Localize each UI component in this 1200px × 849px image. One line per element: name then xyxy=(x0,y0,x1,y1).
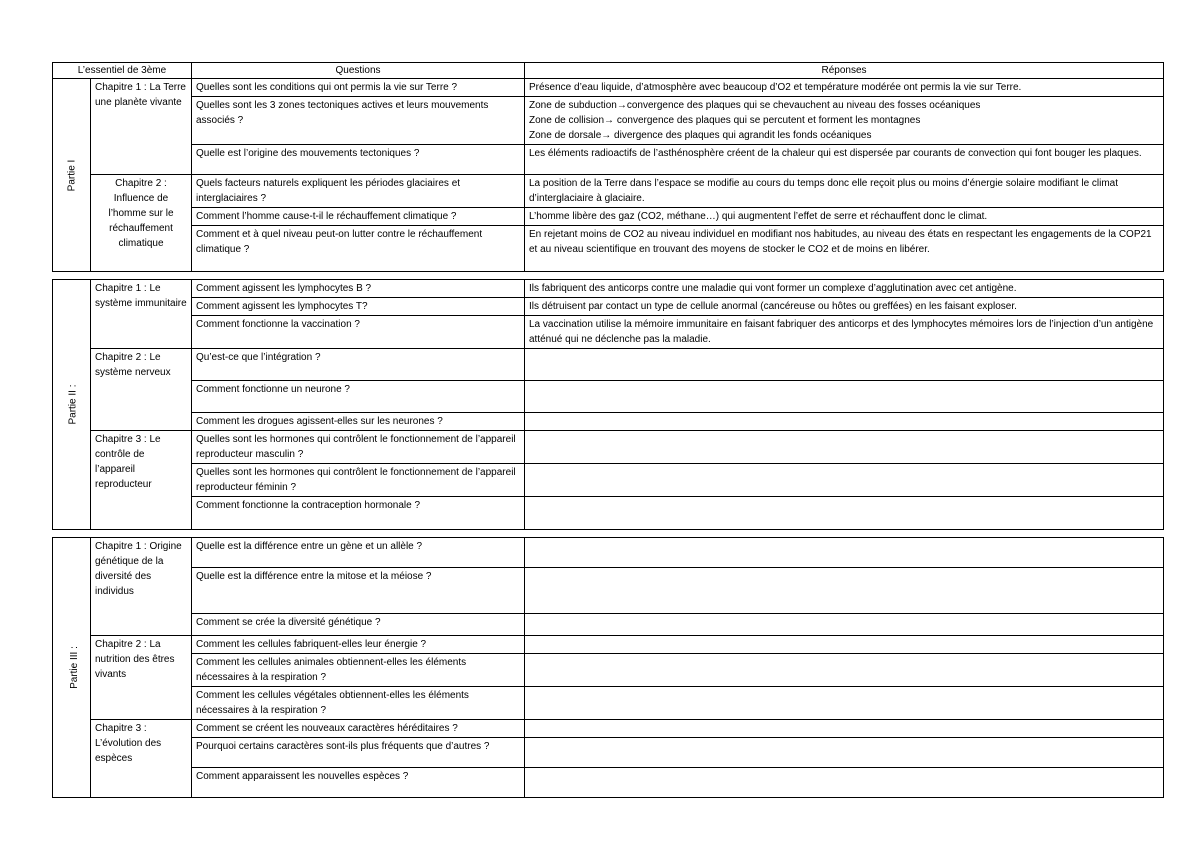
chapter-title: Chapitre 3 : L’évolution des espèces xyxy=(91,720,192,798)
table-row xyxy=(53,208,1164,226)
chapter-title: Chapitre 1 : Origine génétique de la diversité des individus xyxy=(91,538,192,636)
answer-cell: Zone de subduction→convergence des plaques qui se chevauchent au niveau des fosses océaniques Zone de collision→ convergence des plaques qui se percutent et forment les montagnes Zone de dorsale→ divergence des plaques qui agrandit les fonds océaniques xyxy=(525,97,1164,145)
question-cell: Comment et à quel niveau peut-on lutter contre le réchauffement climatique ? xyxy=(192,226,525,272)
header-reponses: Réponses xyxy=(525,63,1164,79)
table-row xyxy=(53,145,1164,175)
table-row xyxy=(53,280,1164,298)
table-row xyxy=(53,768,1164,798)
chapter-title: Chapitre 1 : Le système immunitaire xyxy=(91,280,192,349)
answer-cell: La vaccination utilise la mémoire immunitaire en faisant fabriquer des anticorps et des lymphocytes mémoires lors de l’injection d’un antigène atténué qui ne déclenche pas la maladie. xyxy=(525,316,1164,349)
table-row xyxy=(53,654,1164,687)
answer-cell xyxy=(525,720,1164,738)
question-cell: Quelles sont les hormones qui contrôlent le fonctionnement de l’appareil reproducteur féminin ? xyxy=(192,464,525,497)
table-row xyxy=(53,226,1164,272)
table-row xyxy=(53,636,1164,654)
table-row xyxy=(53,349,1164,381)
answer-cell: Présence d’eau liquide, d’atmosphère avec beaucoup d’O2 et température modérée ont permis la vie sur Terre. xyxy=(525,79,1164,97)
answer-cell xyxy=(525,636,1164,654)
answer-cell: Les éléments radioactifs de l’asthénosphère créent de la chaleur qui est dispersée par courants de convection qui font bouger les plaques. xyxy=(525,145,1164,175)
chapter-title: Chapitre 1 : La Terre une planète vivante xyxy=(91,79,192,175)
question-cell: Quelle est la différence entre la mitose et la méiose ? xyxy=(192,568,525,614)
answer-cell xyxy=(525,654,1164,687)
section-gap-cell xyxy=(53,530,1164,538)
partie-label-text: Partie I xyxy=(66,159,77,191)
answer-cell xyxy=(525,431,1164,464)
question-cell: Quels facteurs naturels expliquent les périodes glaciaires et interglaciaires ? xyxy=(192,175,525,208)
table-row xyxy=(53,738,1164,768)
question-cell: Comment l’homme cause-t-il le réchauffement climatique ? xyxy=(192,208,525,226)
partie-label xyxy=(53,538,91,798)
answer-cell xyxy=(525,614,1164,636)
answer-cell xyxy=(525,464,1164,497)
table-row xyxy=(53,538,1164,568)
table-row xyxy=(53,568,1164,614)
question-cell: Comment les cellules fabriquent-elles leur énergie ? xyxy=(192,636,525,654)
summary-sheet xyxy=(52,62,1163,798)
question-cell: Quelle est la différence entre un gène et un allèle ? xyxy=(192,538,525,568)
table-row xyxy=(53,464,1164,497)
chapter-title: Chapitre 2 : Influence de l’homme sur le réchauffement climatique xyxy=(91,175,192,272)
partie-label-text: Partie II : xyxy=(67,384,79,425)
table-row xyxy=(53,381,1164,413)
answer-cell xyxy=(525,497,1164,530)
table-row xyxy=(53,497,1164,530)
question-cell: Comment fonctionne la vaccination ? xyxy=(192,316,525,349)
question-cell: Quelles sont les 3 zones tectoniques actives et leurs mouvements associés ? xyxy=(192,97,525,145)
header-questions: Questions xyxy=(192,63,525,79)
question-cell: Comment les cellules végétales obtiennent-elles les éléments nécessaires à la respiration ? xyxy=(192,687,525,720)
table-row xyxy=(53,175,1164,208)
summary-table xyxy=(52,62,1164,798)
partie-label xyxy=(53,280,91,530)
section-gap-cell xyxy=(53,272,1164,280)
section-gap xyxy=(53,530,1164,538)
answer-cell: Ils fabriquent des anticorps contre une maladie qui vont former un complexe d’agglutination avec cet antigène. xyxy=(525,280,1164,298)
table-row xyxy=(53,720,1164,738)
question-cell: Quelles sont les hormones qui contrôlent le fonctionnement de l’appareil reproducteur masculin ? xyxy=(192,431,525,464)
partie-label-text: Partie III : xyxy=(68,646,80,689)
answer-cell xyxy=(525,413,1164,431)
question-cell: Comment apparaissent les nouvelles espèces ? xyxy=(192,768,525,798)
answer-cell xyxy=(525,568,1164,614)
header-essentiel: L’essentiel de 3ème xyxy=(53,63,192,79)
question-cell: Quelles sont les conditions qui ont permis la vie sur Terre ? xyxy=(192,79,525,97)
table-row xyxy=(53,79,1164,97)
chapter-title: Chapitre 2 : La nutrition des êtres vivants xyxy=(91,636,192,720)
question-cell: Qu’est-ce que l’intégration ? xyxy=(192,349,525,381)
question-cell: Comment se créent les nouveaux caractères héréditaires ? xyxy=(192,720,525,738)
answer-cell xyxy=(525,538,1164,568)
answer-cell xyxy=(525,349,1164,381)
table-row xyxy=(53,431,1164,464)
answer-cell xyxy=(525,768,1164,798)
section-gap xyxy=(53,272,1164,280)
answer-cell xyxy=(525,381,1164,413)
question-cell: Quelle est l’origine des mouvements tectoniques ? xyxy=(192,145,525,175)
table-row xyxy=(53,687,1164,720)
question-cell: Comment agissent les lymphocytes B ? xyxy=(192,280,525,298)
partie-label xyxy=(53,79,91,272)
question-cell: Comment fonctionne un neurone ? xyxy=(192,381,525,413)
table-row xyxy=(53,298,1164,316)
answer-cell: La position de la Terre dans l’espace se modifie au cours du temps donc elle reçoit plus ou moins d’énergie solaire modifiant le climat d’interglaciaire à glaciaire. xyxy=(525,175,1164,208)
table-row xyxy=(53,413,1164,431)
answer-cell: Ils détruisent par contact un type de cellule anormal (cancéreuse ou hôtes ou greffées) en les faisant exploser. xyxy=(525,298,1164,316)
question-cell: Comment les cellules animales obtiennent-elles les éléments nécessaires à la respiration ? xyxy=(192,654,525,687)
table-row xyxy=(53,97,1164,145)
question-cell: Comment fonctionne la contraception hormonale ? xyxy=(192,497,525,530)
question-cell: Comment les drogues agissent-elles sur les neurones ? xyxy=(192,413,525,431)
header-row xyxy=(53,63,1164,79)
chapter-title: Chapitre 2 : Le système nerveux xyxy=(91,349,192,431)
question-cell: Comment se crée la diversité génétique ? xyxy=(192,614,525,636)
question-cell: Comment agissent les lymphocytes T? xyxy=(192,298,525,316)
table-row xyxy=(53,614,1164,636)
question-cell: Pourquoi certains caractères sont-ils plus fréquents que d’autres ? xyxy=(192,738,525,768)
answer-cell xyxy=(525,687,1164,720)
chapter-title: Chapitre 3 : Le contrôle de l’appareil reproducteur xyxy=(91,431,192,530)
answer-cell xyxy=(525,738,1164,768)
table-row xyxy=(53,316,1164,349)
answer-cell: L’homme libère des gaz (CO2, méthane…) qui augmentent l’effet de serre et réchauffent donc le climat. xyxy=(525,208,1164,226)
answer-cell: En rejetant moins de CO2 au niveau individuel en modifiant nos habitudes, au niveau des états en respectant les engagements de la COP21 et au niveau scientifique en trouvant des moyens de stocker le CO2 et de moins en libérer. xyxy=(525,226,1164,272)
